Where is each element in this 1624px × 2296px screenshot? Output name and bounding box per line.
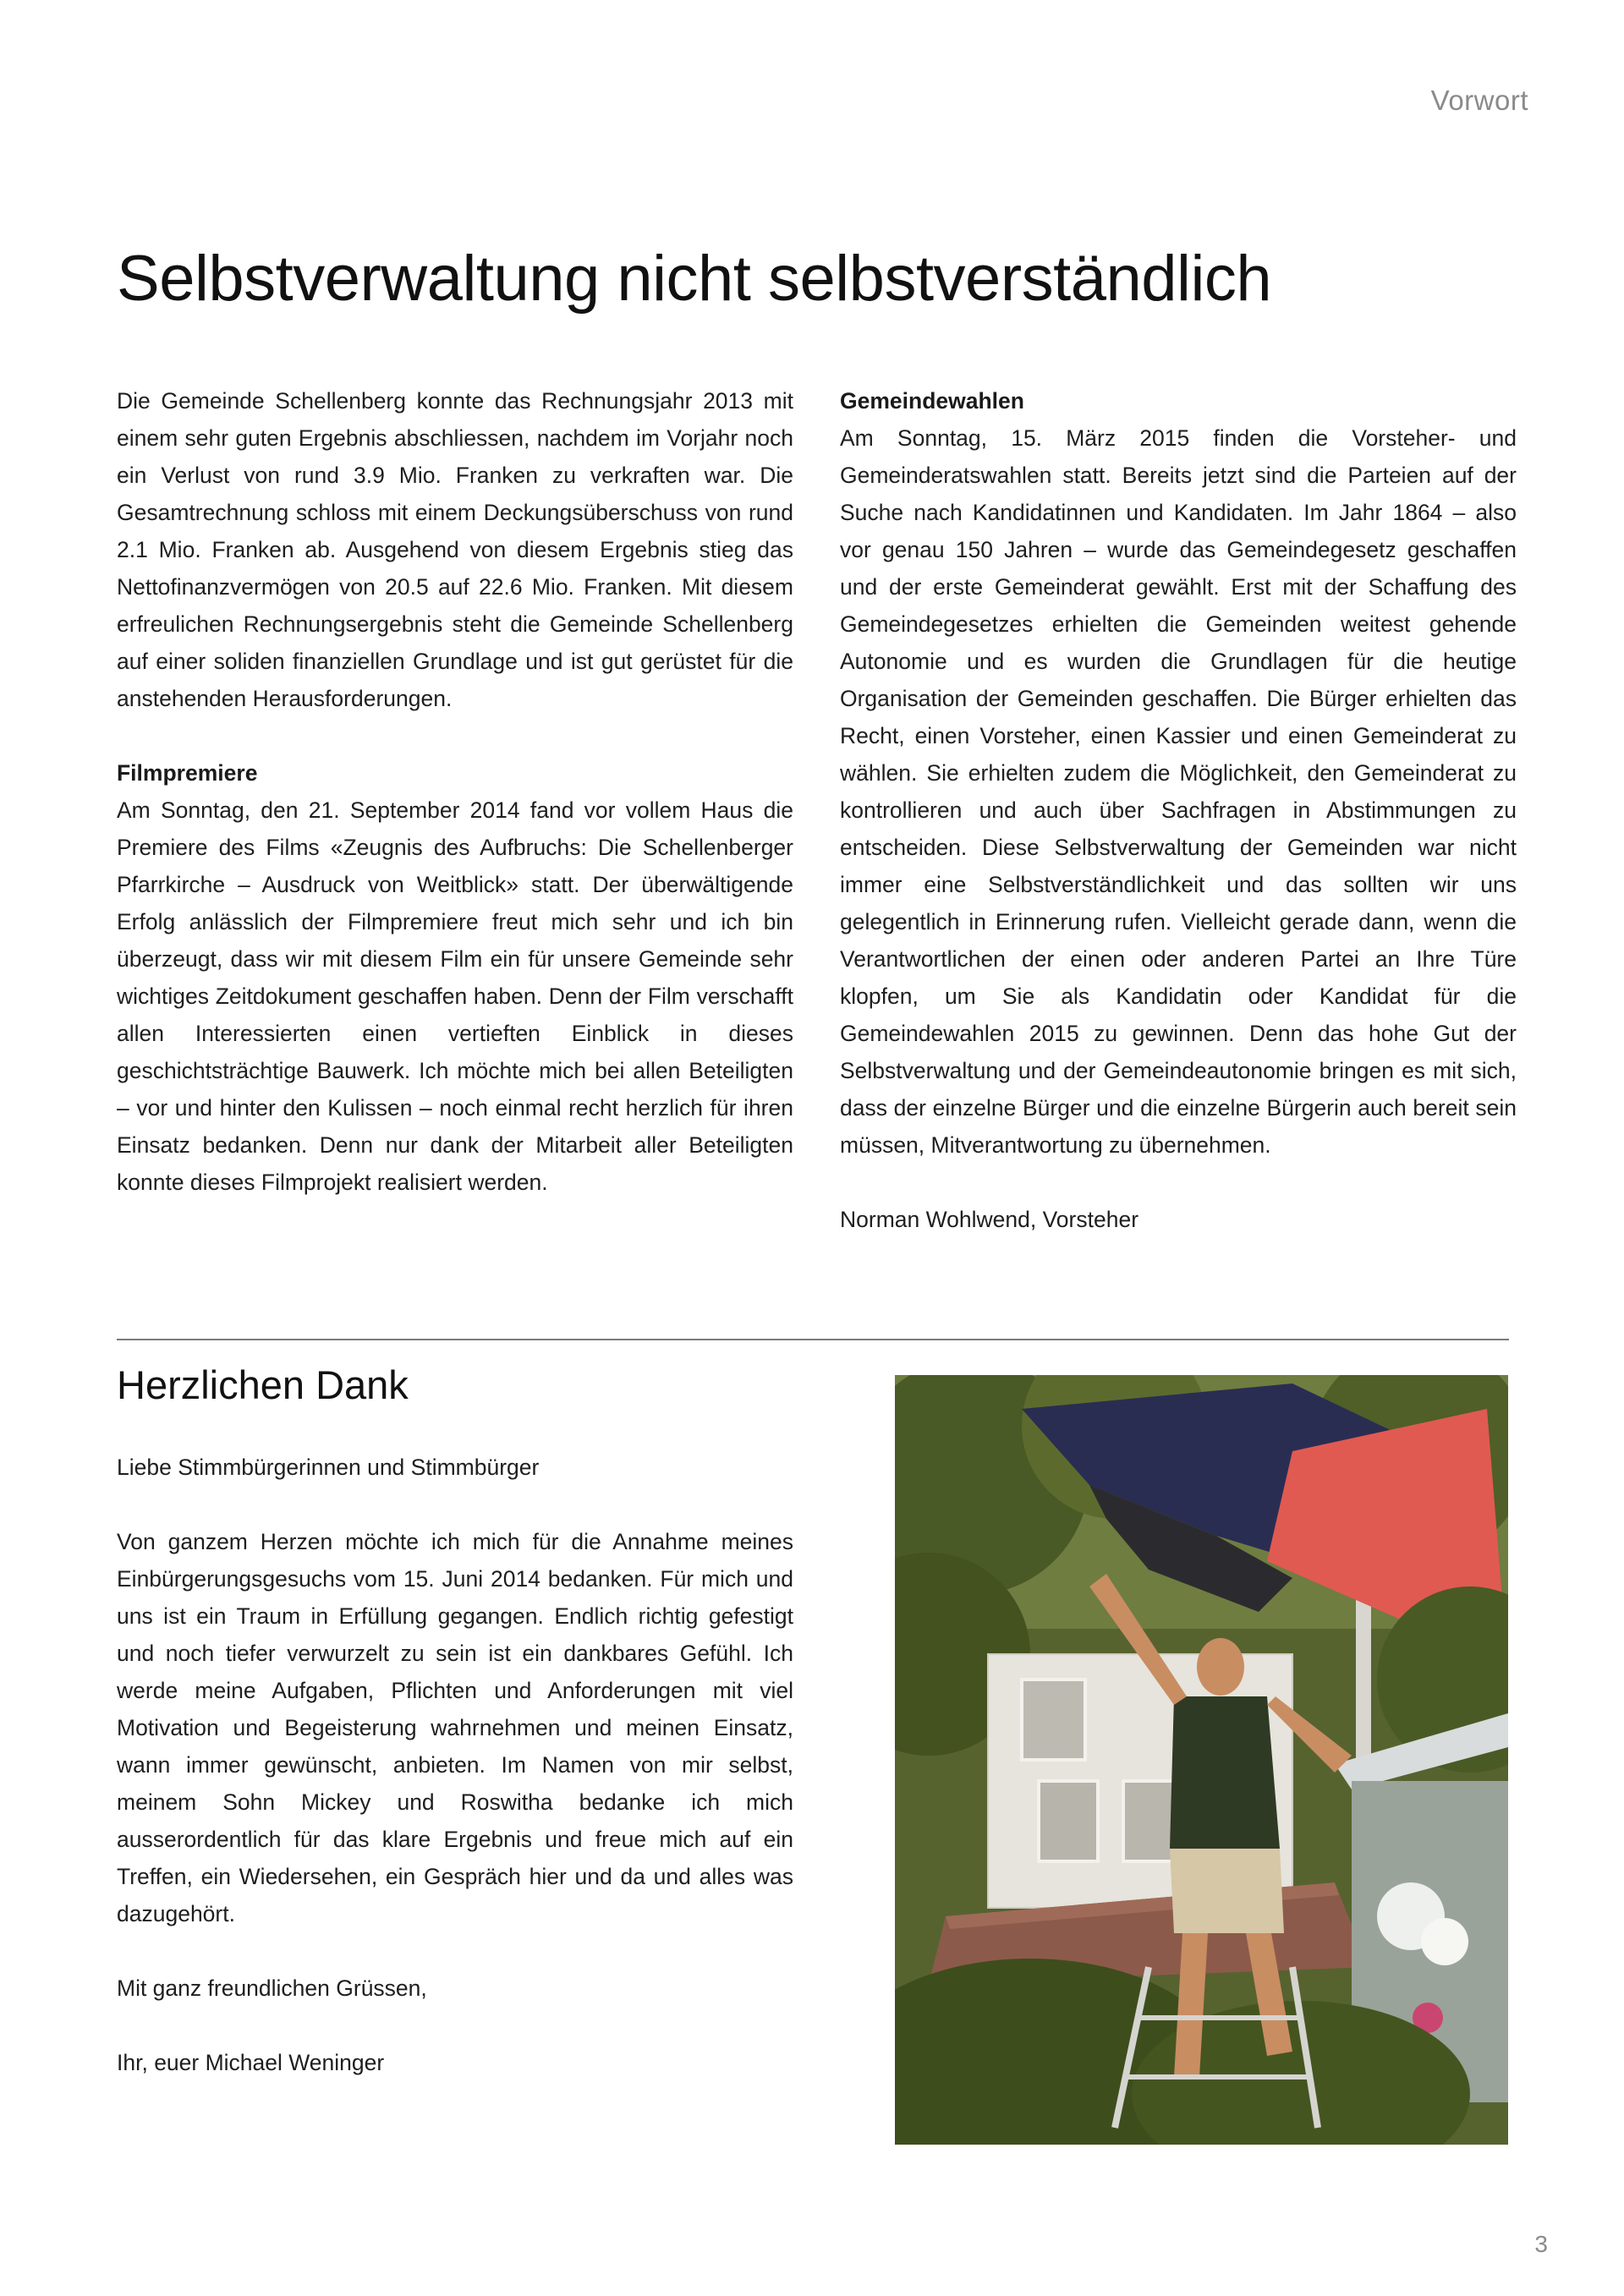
thanks-closing: Mit ganz freundlichen Grüssen, [117, 1975, 427, 2001]
page-number: 3 [1534, 2231, 1548, 2257]
film-paragraph: Am Sonntag, den 21. September 2014 fand vor vollem Haus die Premiere des Films «Zeugnis des Aufbruchs: Die Schellenberger Pfarrkirche – Ausdruck von Weitblick» statt. Der überwältigende Erfolg anlässlich der Filmpremiere freut mich sehr und ich bin überzeugt, dass wir mit diesem Film ein für unsere Gemeinde sehr wichtiges Zeitdokument geschaffen haben. Denn der Film verschafft allen Interessierten einen vertieften Einblick in dieses geschichtsträchtige Bauwerk. Ich möchte mich bei allen Beteiligten – vor und hinter den Kulissen – noch einmal recht herzlich für ihren Einsatz bedanken. Denn nur dank der Mitarbeit aller Beteiligten konnte dieses Filmprojekt realisiert werden. [117, 797, 793, 1195]
thanks-column [117, 1449, 793, 2081]
thanks-paragraph: Von ganzem Herzen möchte ich mich für die Annahme meines Einbürgerungsgesuchs vom 15. Juni 2014 bedanken. Für mich und uns ist ein Traum in Erfüllung gegangen. Endlich richtig gefestigt und noch tiefer verwurzelt zu sein ist ein dankbares Gefühl. Ich werde meine Aufgaben, Pflichten und Anforderungen mit viel Motivation und Begeisterung wahrnehmen und meinen Einsatz, wann immer gewünscht, anbieten. Im Namen von mir selbst, meinem Sohn Mickey und Roswitha bedanke ich mich ausserordentlich für das klare Ergebnis und freue mich auf ein Treffen, ein Wiedersehen, ein Gespräch hier und da und alles was dazugehört. [117, 1529, 793, 1926]
thanks-signature: Ihr, euer Michael Weninger [117, 2050, 385, 2075]
section-divider [117, 1339, 1509, 1340]
photo-flag-hanging [895, 1375, 1508, 2145]
section-label: Vorwort [1430, 85, 1528, 116]
thanks-title: Herzlichen Dank [117, 1362, 409, 1407]
film-heading: Filmpremiere [117, 760, 258, 786]
thanks-salutation: Liebe Stimmbürgerinnen und Stimmbürger [117, 1455, 540, 1480]
elections-paragraph: Am Sonntag, 15. März 2015 finden die Vorsteher- und Gemeinderatswahlen statt. Bereits jetzt sind die Parteien auf der Suche nach Kandidatinnen und Kandidaten. Im Jahr 1864 – also vor genau 150 Jahren – wurde das Gemeindegesetz geschaffen und der erste Gemeinderat gewählt. Erst mit der Schaffung des Gemeindegesetzes erhielten die Gemeinden weitest gehende Autonomie und es wurden die Grundlagen für die heutige Organisation der Gemeinden geschaffen. Die Bürger erhielten das Recht, einen Vorsteher, einen Kassier und einen Gemeinderat zu wählen. Sie erhielten zudem die Möglichkeit, den Gemeinderat zu kontrollieren und auch über Sachfragen in Abstimmungen zu entscheiden. Diese Selbstverwaltung der Gemeinden war nicht immer eine Selbstverständlichkeit und das sollten wir uns gelegentlich in Erinnerung rufen. Vielleicht gerade dann, wenn die Verantwortlichen der einen oder anderen Partei an Ihre Türe klopfen, um Sie als Kandidatin oder Kandidat für die Gemeindewahlen 2015 zu gewinnen. Denn das hohe Gut der Selbstverwaltung und der Gemeindeautonomie bringen es mit sich, dass der einzelne Bürger und die einzelne Bürgerin auch bereit sein müssen, Mitverantwortung zu übernehmen. [840, 425, 1517, 1158]
intro-paragraph: Die Gemeinde Schellenberg konnte das Rechnungsjahr 2013 mit einem sehr guten Ergebnis abschliessen, nachdem im Vorjahr noch ein Verlust von rund 3.9 Mio. Franken zu verkraften war. Die Gesamtrechnung schloss mit einem Deckungsüberschuss von rund 2.1 Mio. Franken ab. Ausgehend von diesem Ergebnis stieg das Nettofinanzvermögen von 20.5 auf 22.6 Mio. Franken. Mit diesem erfreulichen Rechnungsergebnis steht die Gemeinde Schellenberg auf einer soliden finanziellen Grundlage und ist gut gerüstet für die anstehenden Herausforderungen. [117, 388, 793, 711]
author-signature: Norman Wohlwend, Vorsteher [840, 1207, 1139, 1232]
right-column [840, 382, 1517, 1238]
left-column [117, 382, 793, 1201]
page-title: Selbstverwaltung nicht selbstverständlich [117, 243, 1272, 315]
elections-heading: Gemeindewahlen [840, 388, 1024, 414]
